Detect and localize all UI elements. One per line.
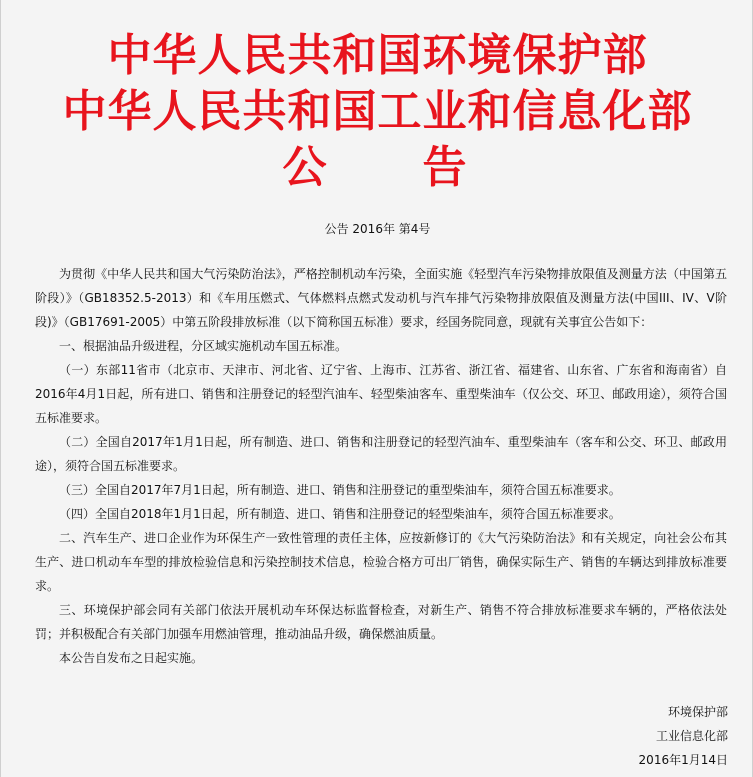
signature-org-2: 工业信息化部 [655,729,728,743]
paragraph-closing: 本公告自发布之日起实施。 [59,651,204,665]
issuer-title-1: 中华人民共和国环境保护部 [107,30,648,81]
paragraph-item-1: 一、根据油品升级进程，分区域实施机动车国五标准。 [59,339,348,353]
signature-date: 2016年1月14日 [638,753,728,767]
paragraph-intro: 为贯彻《中华人民共和国大气污染防治法》，严格控制机动车污染，全面实施《轻型汽车污染物排放限值及测量方法（中国第五阶段）》（GB18352.5-2013）和《车用压燃式、气体燃料点燃式发动机与汽车排气污染物排放限值及测量方法(中国III、IV、V阶段)》（GB17691-2005）中第五阶段排放标准（以下简称国五标准）要求，经国务院同意，现就有关事宜公告如下： [35,267,727,329]
document-number: 公告 2016年 第4号 [324,222,431,236]
paragraph-item-2: 二、汽车生产、进口企业作为环保生产一致性管理的责任主体，应按新修订的《大气污染防治法》和有关规定，向社会公布其生产、进口机动车车型的排放检验信息和污染控制技术信息，检验合格方可出厂销售，确保实际生产、销售的车辆达到排放标准要求。 [35,531,727,593]
announcement-header [1,28,753,196]
announcement-title-part2: 告 [422,142,473,193]
paragraph-item-1-4: （四）全国自2018年1月1日起，所有制造、进口、销售和注册登记的轻型柴油车，须符合国五标准要求。 [59,507,621,521]
signature-org-1: 环境保护部 [667,705,728,719]
paragraph-item-1-2: （二）全国自2017年1月1日起，所有制造、进口、销售和注册登记的轻型汽油车、重型柴油车（客车和公交、环卫、邮政用途），须符合国五标准要求。 [35,435,727,473]
signature-block [639,700,728,772]
paragraph-item-1-3: （三）全国自2017年7月1日起，所有制造、进口、销售和注册登记的重型柴油车，须符合国五标准要求。 [59,483,621,497]
announcement-title [1,140,753,196]
paragraph-item-1-1: （一）东部11省市（北京市、天津市、河北省、辽宁省、上海市、江苏省、浙江省、福建省、山东省、广东省和海南省）自2016年4月1日起，所有进口、销售和注册登记的轻型汽油车、轻型柴油客车、重型柴油车（仅公交、环卫、邮政用途），须符合国五标准要求。 [35,363,727,425]
issuer-title-2: 中华人民共和国工业和信息化部 [62,86,693,137]
paragraph-item-3: 三、环境保护部会同有关部门依法开展机动车环保达标监督检查，对新生产、销售不符合排放标准要求车辆的，严格依法处罚；并积极配合有关部门加强车用燃油管理，推动油品升级，确保燃油质量。 [35,603,727,641]
announcement-body [35,262,727,670]
announcement-title-part1: 公 [282,142,333,193]
